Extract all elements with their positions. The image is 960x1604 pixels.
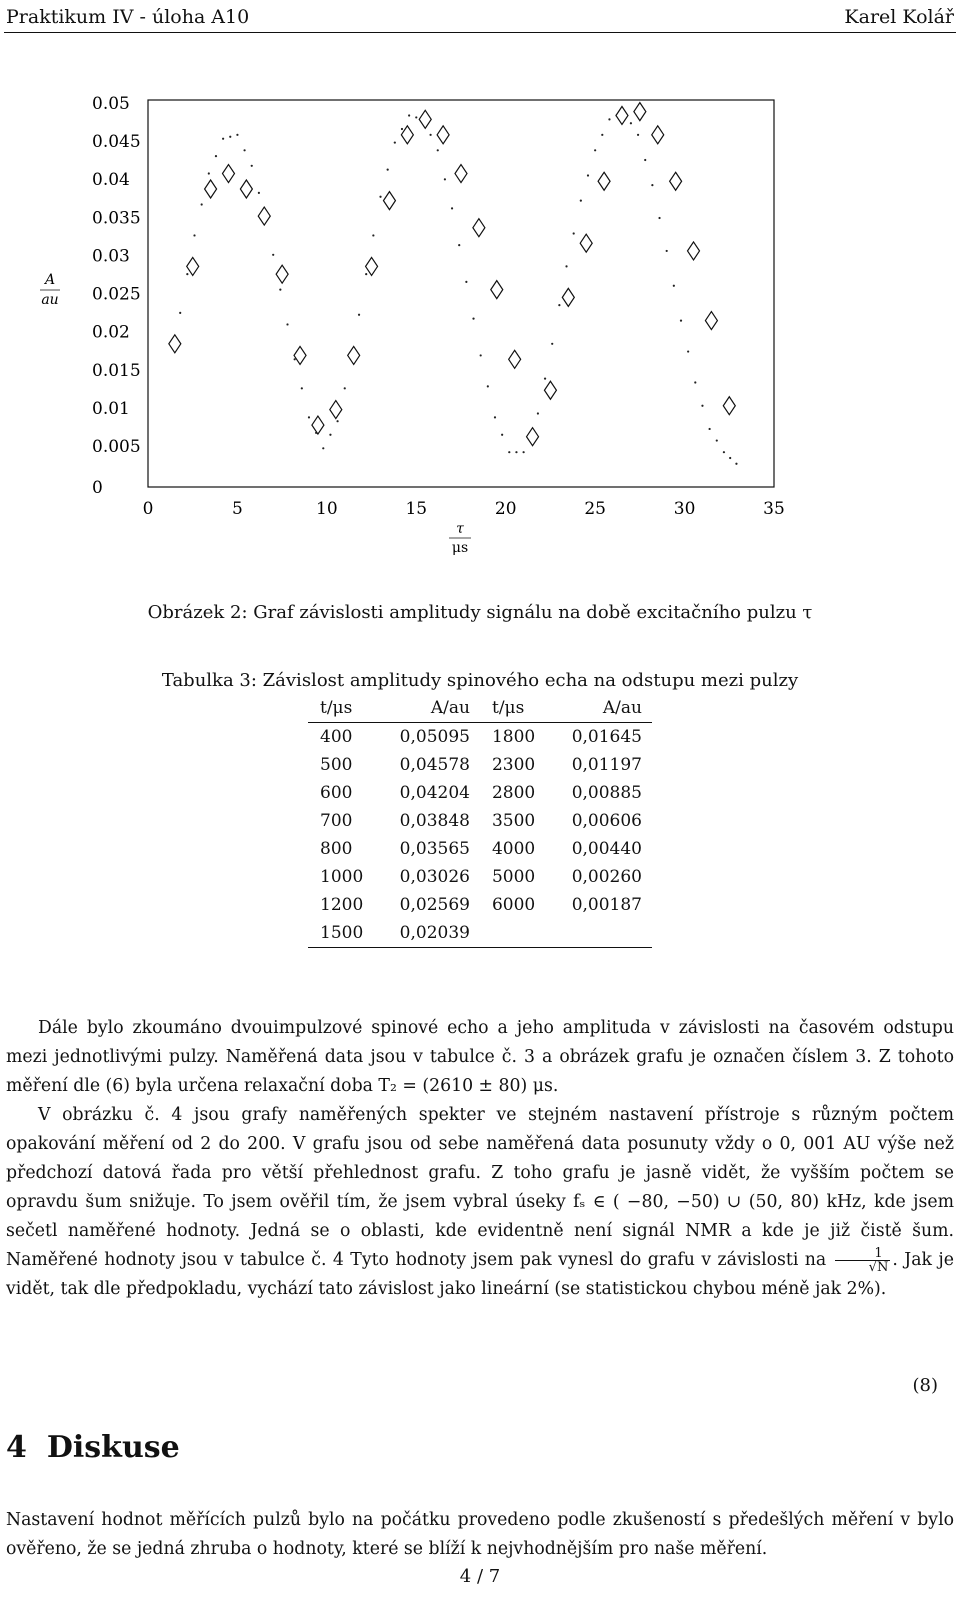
diamond-marker <box>169 335 181 353</box>
curve-dot <box>558 304 560 306</box>
table-cell <box>551 919 652 948</box>
diamond-marker <box>240 180 252 198</box>
curve-dot <box>523 451 525 453</box>
table-cell: 0,03026 <box>399 867 470 887</box>
diamond-marker <box>544 381 556 399</box>
curve-dot <box>179 312 181 314</box>
curve-dot <box>508 451 510 453</box>
curve-dot <box>193 234 195 236</box>
curve-dot <box>451 207 453 209</box>
paragraph-spectra-text: V obrázku č. 4 jsou grafy naměřených spekter ve stejném nastavení přístroje s různým počtem opakování měření od 2 do 200. V grafu jsou od sebe naměřená data posunuty vždy o 0, 001 AU výše než předchozí datová řada pro větší přehlednost grafu. Z toho grafu je jasně vidět, že vyšším počtem se opravdu šum snižuje. To jsem ověřil tím, že jsem vybral úseky fₛ ∈ ( −80, −50) ∪ (50, 80) kHz, kde jsem sečetl naměřené hodnoty. Jedná se o oblasti, kde evidentně není signál NMR a kde je již čistě šum. Naměřené hodnoty jsou v tabulce č. 4 Tyto hodnoty jsem pak vynesl do grafu v závislosti na <box>6 1105 954 1270</box>
curve-dot <box>408 114 410 116</box>
fraction-inverse-sqrt-n <box>835 1247 891 1274</box>
diamond-marker <box>276 265 288 283</box>
table-caption: Tabulka 3: Závislost amplitudy spinového echa na odstupu mezi pulzy <box>161 670 799 691</box>
curve-dot <box>630 122 632 124</box>
curve-dot <box>243 149 245 151</box>
curve-dot <box>537 412 539 414</box>
table-cell: 0,00187 <box>571 895 642 915</box>
table-cell: 0,00885 <box>571 783 642 803</box>
curve-dot <box>680 319 682 321</box>
diamond-marker <box>437 126 449 144</box>
table-cell: 6000 <box>491 895 536 915</box>
curve-dot <box>694 381 696 383</box>
y-tick-label: 0.035 <box>92 208 141 229</box>
curve-dot <box>258 192 260 194</box>
table-row <box>308 863 652 891</box>
table-cell <box>480 919 551 948</box>
table-cell: 1000 <box>320 867 364 887</box>
diamond-marker <box>258 207 270 225</box>
curve-dot <box>580 200 582 202</box>
table-cell: 3500 <box>491 811 536 831</box>
curve-dot <box>666 250 668 252</box>
diamond-marker <box>330 401 342 419</box>
curve-dot <box>673 285 675 287</box>
diamond-marker <box>401 126 413 144</box>
diamond-marker <box>222 165 234 183</box>
diamond-marker <box>688 242 700 260</box>
curve-dot <box>651 184 653 186</box>
equation-number: (8) <box>912 1375 938 1396</box>
amplitude-plot <box>0 0 960 580</box>
table-cell: 1500 <box>308 919 379 948</box>
section-number: 4 <box>6 1430 27 1465</box>
y-tick-label: 0.02 <box>92 322 130 343</box>
diamond-marker <box>205 180 217 198</box>
x-axis-label-den: μs <box>451 540 469 556</box>
diamond-marker <box>383 192 395 210</box>
fraction-numerator: 1 <box>835 1247 891 1261</box>
table-row <box>308 807 652 835</box>
y-tick-label: 0.045 <box>92 132 141 153</box>
diamond-marker <box>419 110 431 128</box>
curve-dot <box>201 203 203 205</box>
page-number: 4 / 7 <box>459 1566 501 1587</box>
y-tick-label: 0.04 <box>92 170 130 191</box>
curve-dot <box>186 273 188 275</box>
curve-dot <box>565 265 567 267</box>
diamond-marker <box>348 346 360 364</box>
header-left: Praktikum IV - úloha A10 <box>6 6 250 28</box>
curve-dot <box>222 138 224 140</box>
x-tick-label: 20 <box>494 499 517 519</box>
diamond-marker <box>723 397 735 415</box>
table-row <box>308 835 652 863</box>
header-right: Karel Kolář <box>844 6 954 28</box>
paragraph-discussion: Nastavení hodnot měřících pulzů bylo na počátku provedeno podle zkušeností s předešlých měření v bylo ověřeno, že se jedná zhruba o hodnoty, které se blíží k nejvhodnějším pro naše měření. <box>6 1510 954 1559</box>
x-axis-label-num: τ <box>456 521 464 537</box>
col-header: t/μs <box>308 694 379 723</box>
table-cell: 500 <box>320 755 353 775</box>
curve-dot <box>487 385 489 387</box>
curve-dot <box>601 134 603 136</box>
y-axis-label-num: A <box>44 272 56 288</box>
diamond-marker <box>509 350 521 368</box>
paragraph-spin-echo: Dále bylo zkoumáno dvouimpulzové spinové echo a jeho amplituda v závislosti na časovém odstupu mezi jednotlivými pulzy. Naměřená data jsou v tabulce č. 3 a obrázek grafu je označen číslem 3. Z tohoto měření dle (6) byla určena relaxační doba T₂ = (2610 ± 80) μs. <box>6 1018 954 1096</box>
curve-dot <box>329 434 331 436</box>
curve-dot <box>365 273 367 275</box>
curve-dot <box>494 416 496 418</box>
table-cell: 0,00606 <box>571 811 642 831</box>
x-tick-label: 25 <box>584 499 606 519</box>
curve-dot <box>608 118 610 120</box>
table-cell: 0,00440 <box>571 839 642 859</box>
table-row <box>308 779 652 807</box>
table-cell: 0,05095 <box>399 727 470 747</box>
y-tick-label: 0 <box>92 478 103 498</box>
curve-dot <box>437 149 439 151</box>
diamond-marker <box>366 257 378 275</box>
table-cell: 0,04204 <box>399 783 470 803</box>
col-header: A/au <box>379 694 480 723</box>
curve-dot <box>429 134 431 136</box>
curve-dot <box>308 416 310 418</box>
curve-dot <box>723 451 725 453</box>
table-row <box>308 919 652 948</box>
table-cell: 1800 <box>491 727 536 747</box>
table-cell: 400 <box>320 727 353 747</box>
diamond-marker <box>670 172 682 190</box>
paragraph-spectra <box>6 1101 954 1304</box>
curve-dot <box>515 451 517 453</box>
curve-dot <box>480 354 482 356</box>
diamond-marker <box>580 234 592 252</box>
curve-dot <box>729 457 731 459</box>
curve-dot <box>551 343 553 345</box>
table-cell: 0,04578 <box>399 755 470 775</box>
table-cell: 0,01645 <box>571 727 642 747</box>
diamond-marker <box>652 126 664 144</box>
table-cell: 2300 <box>491 755 536 775</box>
curve-dot <box>458 244 460 246</box>
col-header: A/au <box>551 694 652 723</box>
curve-dot <box>594 149 596 151</box>
table-cell: 1200 <box>320 895 364 915</box>
curve-dot <box>286 323 288 325</box>
curve-dot <box>735 463 737 465</box>
dotted-fit-curve <box>179 111 737 465</box>
curve-dot <box>658 217 660 219</box>
table-row <box>308 723 652 752</box>
diamond-marker <box>455 165 467 183</box>
curve-dot <box>687 350 689 352</box>
diamond-marker <box>294 346 306 364</box>
curve-dot <box>279 289 281 291</box>
table-row <box>308 891 652 919</box>
table-cell: 5000 <box>491 867 536 887</box>
table-header-row <box>308 694 652 723</box>
x-tick-label: 0 <box>142 499 154 519</box>
table-cell: 0,02569 <box>399 895 470 915</box>
x-tick-label: 15 <box>405 499 428 519</box>
y-tick-labels <box>92 94 141 498</box>
diamond-marker <box>187 257 199 275</box>
curve-dot <box>336 420 338 422</box>
curve-dot <box>716 439 718 441</box>
y-tick-label: 0.015 <box>92 360 141 381</box>
y-tick-label: 0.005 <box>92 437 141 457</box>
y-tick-label: 0.025 <box>92 284 141 305</box>
curve-dot <box>709 428 711 430</box>
curve-dot <box>465 281 467 283</box>
curve-dot <box>208 172 210 174</box>
y-tick-label: 0.03 <box>92 246 130 267</box>
diamond-marker <box>705 312 717 330</box>
paragraph-spectra-tail: . Jak je vidět, tak dle předpokladu, vychází tato závislost jako lineární (se statistickou chybou méně jak 2%). <box>6 1250 954 1299</box>
curve-dot <box>501 434 503 436</box>
table-cell: 700 <box>320 811 353 831</box>
curve-dot <box>401 128 403 130</box>
curve-dot <box>701 405 703 407</box>
curve-dot <box>322 447 324 449</box>
curve-dot <box>236 134 238 136</box>
curve-dot <box>372 234 374 236</box>
curve-dot <box>358 314 360 316</box>
curve-dot <box>444 178 446 180</box>
curve-dot <box>637 134 639 136</box>
curve-dot <box>387 169 389 171</box>
curve-dot <box>544 378 546 380</box>
x-tick-label: 5 <box>232 499 243 519</box>
diamond-marker <box>473 219 485 237</box>
table-cell: 0,02039 <box>379 919 480 948</box>
curve-dot <box>644 159 646 161</box>
y-tick-label: 0.01 <box>92 398 130 419</box>
figure-caption: Obrázek 2: Graf závislosti amplitudy signálu na době excitačního pulzu τ <box>147 602 813 623</box>
table-cell: 600 <box>320 783 353 803</box>
diamond-marker <box>527 428 539 446</box>
table-cell: 0,03848 <box>399 811 470 831</box>
section-title: Diskuse <box>46 1430 180 1465</box>
plot-frame <box>148 100 774 487</box>
curve-dot <box>394 141 396 143</box>
curve-dot <box>301 387 303 389</box>
table-row <box>308 751 652 779</box>
table-cell: 0,01197 <box>571 755 642 775</box>
table-cell: 2800 <box>491 783 536 803</box>
curve-dot <box>272 254 274 256</box>
section-heading <box>6 1430 200 1465</box>
curve-dot <box>251 165 253 167</box>
table-cell: 0,00260 <box>571 867 642 887</box>
curve-dot <box>587 174 589 176</box>
table-cell: 0,03565 <box>399 839 470 859</box>
data-markers <box>169 103 735 446</box>
y-axis-label-den: au <box>41 292 59 308</box>
x-tick-label: 30 <box>673 499 696 519</box>
curve-dot <box>229 136 231 138</box>
curve-dot <box>415 116 417 118</box>
diamond-marker <box>491 281 503 299</box>
table-cell: 800 <box>320 839 353 859</box>
diamond-marker <box>562 288 574 306</box>
diamond-marker <box>312 416 324 434</box>
curve-dot <box>344 387 346 389</box>
y-tick-label: 0.05 <box>92 94 130 114</box>
curve-dot <box>215 155 217 157</box>
curve-dot <box>573 232 575 234</box>
fraction-denominator: √N <box>868 1260 889 1275</box>
diamond-marker <box>634 103 646 121</box>
table-cell: 4000 <box>491 839 536 859</box>
data-table <box>308 694 652 948</box>
x-tick-label: 35 <box>763 499 785 519</box>
curve-dot <box>379 196 381 198</box>
col-header: t/μs <box>480 694 551 723</box>
diamond-marker <box>598 172 610 190</box>
x-tick-label: 10 <box>316 499 338 519</box>
curve-dot <box>472 318 474 320</box>
x-tick-labels <box>143 499 785 519</box>
diamond-marker <box>616 106 628 124</box>
